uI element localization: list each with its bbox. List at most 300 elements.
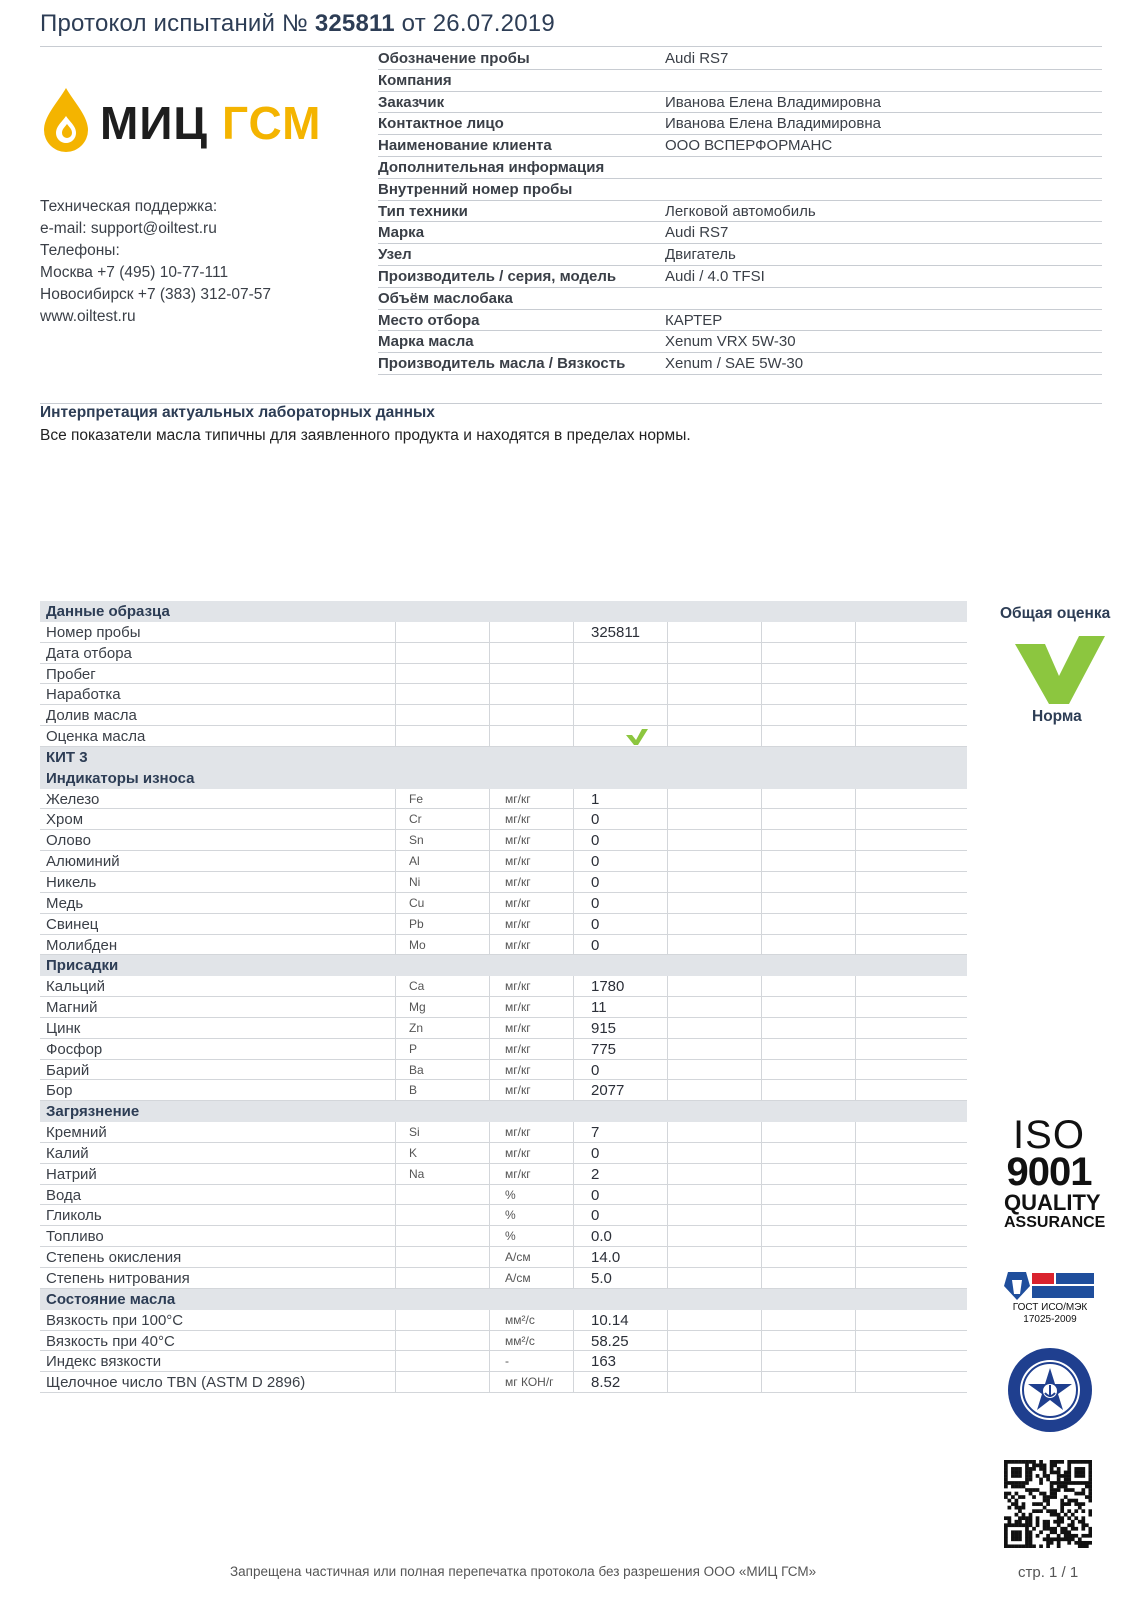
element-symbol: Fe bbox=[409, 791, 424, 806]
cell-divider bbox=[667, 1310, 668, 1330]
result-row bbox=[40, 1039, 967, 1060]
result-row bbox=[40, 1372, 967, 1393]
result-row bbox=[40, 1310, 967, 1331]
title-prefix: Протокол испытаний № bbox=[40, 10, 308, 37]
footer-disclaimer: Запрещена частичная или полная перепечатка протокола без разрешения ООО «МИЦ ГСМ» bbox=[230, 1564, 817, 1579]
protocol-number: 325811 bbox=[314, 10, 395, 37]
cell-divider bbox=[573, 976, 574, 996]
cell-divider bbox=[761, 726, 762, 746]
cell-divider bbox=[667, 1039, 668, 1059]
company-logo bbox=[40, 86, 340, 158]
cell-divider bbox=[489, 1018, 490, 1038]
cell-divider bbox=[395, 997, 396, 1017]
info-value: Двигатель bbox=[665, 246, 736, 264]
ros-expertiza-logo-icon bbox=[1004, 1270, 1096, 1302]
cell-divider bbox=[489, 789, 490, 809]
section-title: Загрязнение bbox=[46, 1103, 140, 1121]
cell-divider bbox=[489, 830, 490, 850]
cell-divider bbox=[667, 1205, 668, 1225]
element-symbol: Ca bbox=[409, 979, 425, 994]
unit: - bbox=[505, 1354, 509, 1369]
cell-divider bbox=[667, 1080, 668, 1100]
cell-divider bbox=[489, 872, 490, 892]
cell-divider bbox=[855, 1372, 856, 1392]
cell-divider bbox=[489, 1185, 490, 1205]
cell-divider bbox=[573, 1310, 574, 1330]
result-value: 163 bbox=[591, 1353, 617, 1371]
unit: мг/кг bbox=[505, 1062, 531, 1077]
result-value: 0 bbox=[591, 1207, 600, 1225]
element-symbol: Ba bbox=[409, 1062, 424, 1077]
cell-divider bbox=[667, 1268, 668, 1288]
parameter-name: Молибден bbox=[46, 936, 118, 954]
section-header-row bbox=[40, 747, 967, 768]
cell-divider bbox=[573, 893, 574, 913]
iso-number: 9001 bbox=[1006, 1150, 1092, 1194]
info-key: Тип техники bbox=[378, 202, 468, 220]
parameter-name: Щелочное число TBN (ASTM D 2896) bbox=[46, 1374, 306, 1392]
parameter-name: Индекс вязкости bbox=[46, 1353, 162, 1371]
cell-divider bbox=[855, 1310, 856, 1330]
info-value: Audi RS7 bbox=[665, 50, 729, 67]
cell-divider bbox=[761, 1164, 762, 1184]
cell-divider bbox=[855, 851, 856, 871]
element-symbol: Sn bbox=[409, 833, 424, 848]
cell-divider bbox=[489, 1039, 490, 1059]
parameter-name: Вязкость при 40°C bbox=[46, 1332, 175, 1350]
parameter-name: Натрий bbox=[46, 1165, 97, 1183]
interpretation-title: Интерпретация актуальных лабораторных данных bbox=[40, 404, 435, 421]
unit: мм²/с bbox=[505, 1312, 535, 1327]
result-row bbox=[40, 1268, 967, 1289]
element-symbol: Si bbox=[409, 1125, 420, 1140]
cell-divider bbox=[573, 830, 574, 850]
cell-divider bbox=[855, 789, 856, 809]
result-row bbox=[40, 705, 967, 726]
info-row bbox=[378, 266, 1102, 288]
iso-text: ISO bbox=[1013, 1113, 1085, 1157]
cell-divider bbox=[761, 976, 762, 996]
result-row bbox=[40, 684, 967, 705]
result-value: 11 bbox=[591, 999, 607, 1017]
unit: % bbox=[505, 1187, 516, 1202]
result-row bbox=[40, 643, 967, 664]
result-value: 0 bbox=[591, 1186, 600, 1204]
cell-divider bbox=[573, 809, 574, 829]
cell-divider bbox=[395, 851, 396, 871]
section-title: Присадки bbox=[46, 957, 119, 975]
cell-divider bbox=[395, 1351, 396, 1371]
cell-divider bbox=[395, 643, 396, 663]
cell-divider bbox=[761, 684, 762, 704]
cell-divider bbox=[667, 684, 668, 704]
cell-divider bbox=[761, 997, 762, 1017]
parameter-name: Хром bbox=[46, 811, 84, 829]
result-value: 915 bbox=[591, 1019, 617, 1037]
logo-text-part1: МИЦ bbox=[100, 97, 208, 149]
result-row bbox=[40, 872, 967, 893]
info-row bbox=[378, 353, 1102, 375]
info-row bbox=[378, 92, 1102, 114]
cell-divider bbox=[667, 705, 668, 725]
cell-divider bbox=[573, 1018, 574, 1038]
cell-divider bbox=[573, 1080, 574, 1100]
parameter-name: Вязкость при 100°C bbox=[46, 1311, 184, 1329]
cell-divider bbox=[667, 1351, 668, 1371]
unit: мг/кг bbox=[505, 1166, 531, 1181]
unit: % bbox=[505, 1208, 516, 1223]
parameter-name: Железо bbox=[46, 790, 100, 808]
unit: мг/кг bbox=[505, 1145, 531, 1160]
cell-divider bbox=[573, 1205, 574, 1225]
info-row bbox=[378, 157, 1102, 179]
cell-divider bbox=[761, 1226, 762, 1246]
cell-divider bbox=[667, 1018, 668, 1038]
cell-divider bbox=[667, 1247, 668, 1267]
cell-divider bbox=[489, 1122, 490, 1142]
result-value: 2 bbox=[591, 1165, 600, 1183]
info-row bbox=[378, 135, 1102, 157]
info-key: Компания bbox=[378, 71, 452, 89]
result-row bbox=[40, 893, 967, 914]
cell-divider bbox=[761, 1205, 762, 1225]
unit: мг/кг bbox=[505, 1125, 531, 1140]
result-row bbox=[40, 830, 967, 851]
unit: мг/кг bbox=[505, 1083, 531, 1098]
cell-divider bbox=[761, 1060, 762, 1080]
info-row bbox=[378, 113, 1102, 135]
cell-divider bbox=[395, 1268, 396, 1288]
cell-divider bbox=[489, 726, 490, 746]
contact-line: Телефоны: bbox=[40, 242, 120, 259]
unit: мг/кг bbox=[505, 979, 531, 994]
cell-divider bbox=[855, 1331, 856, 1351]
cell-divider bbox=[573, 1060, 574, 1080]
cell-divider bbox=[855, 809, 856, 829]
ros-expertiza-badge bbox=[1004, 1270, 1096, 1326]
parameter-name: Бор bbox=[46, 1082, 73, 1100]
cell-divider bbox=[573, 643, 574, 663]
result-row bbox=[40, 1205, 967, 1226]
parameter-name: Топливо bbox=[46, 1228, 104, 1246]
cell-divider bbox=[761, 914, 762, 934]
cell-divider bbox=[489, 1268, 490, 1288]
element-symbol: K bbox=[409, 1145, 418, 1160]
cell-divider bbox=[395, 1226, 396, 1246]
cell-divider bbox=[855, 1205, 856, 1225]
cell-divider bbox=[761, 1351, 762, 1371]
info-row bbox=[378, 70, 1102, 92]
cell-divider bbox=[489, 664, 490, 684]
unit: мм²/с bbox=[505, 1333, 535, 1348]
cell-divider bbox=[855, 622, 856, 642]
unit: мг/кг bbox=[505, 937, 531, 952]
cell-divider bbox=[667, 664, 668, 684]
result-value: 0 bbox=[591, 894, 600, 912]
contact-line: www.oiltest.ru bbox=[40, 308, 136, 325]
cell-divider bbox=[667, 872, 668, 892]
cell-divider bbox=[489, 809, 490, 829]
result-row bbox=[40, 726, 967, 747]
parameter-name: Никель bbox=[46, 873, 97, 891]
cell-divider bbox=[489, 1372, 490, 1392]
unit: мг/кг bbox=[505, 874, 531, 889]
result-value: 0.0 bbox=[591, 1228, 612, 1246]
section-title: КИТ 3 bbox=[46, 748, 88, 766]
result-value: 8.52 bbox=[591, 1374, 621, 1392]
cell-divider bbox=[395, 935, 396, 955]
parameter-name: Оценка масла bbox=[46, 728, 146, 746]
contact-line: Техническая поддержка: bbox=[40, 198, 218, 215]
info-value: Иванова Елена Владимировна bbox=[665, 93, 881, 111]
unit: мг/кг bbox=[505, 812, 531, 827]
element-symbol: Na bbox=[409, 1166, 425, 1181]
element-symbol: Mg bbox=[409, 1000, 426, 1015]
sample-info-table bbox=[378, 48, 1102, 375]
info-value: Audi RS7 bbox=[665, 224, 729, 242]
unit: A/см bbox=[505, 1271, 531, 1285]
unit: мг/кг bbox=[505, 1041, 531, 1056]
section-title: Данные образца bbox=[46, 603, 170, 620]
parameter-name: Цинк bbox=[46, 1019, 81, 1037]
parameter-name: Вода bbox=[46, 1186, 82, 1204]
unit: % bbox=[505, 1229, 516, 1244]
cell-divider bbox=[667, 726, 668, 746]
parameter-name: Дата отбора bbox=[46, 644, 132, 662]
cell-divider bbox=[667, 1122, 668, 1142]
unit: мг/кг bbox=[505, 833, 531, 848]
cell-divider bbox=[667, 1164, 668, 1184]
cell-divider bbox=[395, 705, 396, 725]
lab-results-table bbox=[40, 601, 967, 1393]
cell-divider bbox=[855, 1164, 856, 1184]
info-key: Заказчик bbox=[378, 93, 445, 111]
cell-divider bbox=[855, 643, 856, 663]
cell-divider bbox=[395, 1080, 396, 1100]
cell-divider bbox=[573, 872, 574, 892]
cell-divider bbox=[667, 622, 668, 642]
result-value: 0 bbox=[591, 936, 600, 954]
parameter-name: Медь bbox=[46, 894, 84, 912]
cell-divider bbox=[489, 997, 490, 1017]
cell-divider bbox=[761, 1018, 762, 1038]
section-header-row bbox=[40, 768, 967, 789]
protocol-title bbox=[40, 10, 555, 38]
cell-divider bbox=[573, 1185, 574, 1205]
page-number: стр. 1 / 1 bbox=[1018, 1564, 1079, 1581]
parameter-name: Барий bbox=[46, 1061, 90, 1079]
section-title: Состояние масла bbox=[46, 1290, 176, 1308]
cell-divider bbox=[489, 1331, 490, 1351]
section-title: Индикаторы износа bbox=[46, 769, 195, 787]
cell-divider bbox=[761, 1268, 762, 1288]
cell-divider bbox=[855, 1122, 856, 1142]
cell-divider bbox=[761, 705, 762, 725]
info-key: Место отбора bbox=[378, 311, 480, 329]
cell-divider bbox=[855, 1185, 856, 1205]
cell-divider bbox=[667, 851, 668, 871]
result-value: 5.0 bbox=[591, 1270, 612, 1287]
result-value: 10.14 bbox=[591, 1311, 629, 1329]
cell-divider bbox=[489, 893, 490, 913]
cell-divider bbox=[667, 893, 668, 913]
cell-divider bbox=[761, 1122, 762, 1142]
element-symbol: Cu bbox=[409, 895, 425, 910]
title-divider bbox=[40, 46, 1102, 47]
result-row bbox=[40, 1143, 967, 1164]
cell-divider bbox=[761, 1331, 762, 1351]
cell-divider bbox=[667, 997, 668, 1017]
result-row bbox=[40, 1164, 967, 1185]
cell-divider bbox=[573, 789, 574, 809]
unit: мг/кг bbox=[505, 916, 531, 931]
cell-divider bbox=[855, 1268, 856, 1288]
cell-divider bbox=[395, 1205, 396, 1225]
cell-divider bbox=[573, 684, 574, 704]
element-symbol: Pb bbox=[409, 916, 424, 931]
cell-divider bbox=[489, 976, 490, 996]
element-symbol: Cr bbox=[409, 812, 422, 827]
cell-divider bbox=[761, 809, 762, 829]
info-key: Дополнительная информация bbox=[378, 158, 605, 176]
info-value: Xenum / SAE 5W-30 bbox=[665, 355, 804, 373]
cell-divider bbox=[395, 1164, 396, 1184]
unit: мг/кг bbox=[505, 895, 531, 910]
parameter-name: Наработка bbox=[46, 686, 121, 704]
oil-drop-icon bbox=[40, 86, 92, 154]
result-value: 0 bbox=[591, 853, 600, 871]
info-value: Иванова Елена Владимировна bbox=[665, 115, 881, 133]
parameter-name: Калий bbox=[46, 1144, 89, 1162]
cell-divider bbox=[395, 1018, 396, 1038]
cell-divider bbox=[761, 789, 762, 809]
cell-divider bbox=[395, 1247, 396, 1267]
cell-divider bbox=[573, 705, 574, 725]
cell-divider bbox=[395, 1060, 396, 1080]
overall-grade-title: Общая оценка bbox=[1000, 605, 1111, 622]
unit: мг КОН/г bbox=[505, 1375, 554, 1390]
contacts-block bbox=[40, 196, 271, 328]
parameter-name: Номер пробы bbox=[46, 623, 141, 641]
element-symbol: B bbox=[409, 1083, 418, 1098]
parameter-name: Пробег bbox=[46, 665, 96, 683]
info-row bbox=[378, 179, 1102, 201]
cell-divider bbox=[395, 1372, 396, 1392]
cell-divider bbox=[855, 935, 856, 955]
parameter-name: Свинец bbox=[46, 915, 99, 933]
qr-code-icon bbox=[1004, 1460, 1092, 1548]
cell-divider bbox=[855, 893, 856, 913]
result-value: 0 bbox=[591, 1144, 600, 1162]
parameter-name: Кальций bbox=[46, 978, 105, 996]
result-value: 1 bbox=[591, 790, 600, 808]
cell-divider bbox=[395, 1310, 396, 1330]
element-symbol: Mo bbox=[409, 937, 426, 952]
cell-divider bbox=[395, 976, 396, 996]
logo-text bbox=[100, 96, 321, 150]
info-key: Внутренний номер пробы bbox=[378, 180, 573, 198]
unit: мг/кг bbox=[505, 1020, 531, 1035]
cell-divider bbox=[855, 914, 856, 934]
cell-divider bbox=[667, 1331, 668, 1351]
result-row bbox=[40, 997, 967, 1018]
cell-divider bbox=[855, 1247, 856, 1267]
section-header-row bbox=[40, 601, 967, 622]
cell-divider bbox=[761, 1080, 762, 1100]
result-value: 775 bbox=[591, 1040, 617, 1058]
info-value: КАРТЕР bbox=[665, 311, 723, 329]
cell-divider bbox=[761, 851, 762, 871]
cell-divider bbox=[489, 643, 490, 663]
info-key: Контактное лицо bbox=[378, 115, 504, 133]
result-value: 0 bbox=[591, 811, 600, 829]
cell-divider bbox=[855, 1018, 856, 1038]
result-value: 0 bbox=[591, 832, 600, 850]
cell-divider bbox=[489, 705, 490, 725]
cell-divider bbox=[855, 872, 856, 892]
overall-grade-value: Норма bbox=[1032, 708, 1082, 725]
iso-quality: QUALITY bbox=[1004, 1190, 1101, 1215]
unit: мг/кг bbox=[505, 854, 531, 869]
oil-ok-check-icon bbox=[626, 729, 648, 745]
element-symbol: Ni bbox=[409, 874, 421, 889]
result-value: 0 bbox=[591, 1061, 600, 1079]
unit: мг/кг bbox=[505, 791, 531, 806]
interpretation-text: Все показатели масла типичны для заявленного продукта и находятся в пределах нормы. bbox=[40, 427, 691, 444]
cell-divider bbox=[667, 643, 668, 663]
cell-divider bbox=[761, 622, 762, 642]
result-value: 1780 bbox=[591, 978, 625, 996]
info-value: Xenum VRX 5W-30 bbox=[665, 333, 796, 351]
result-row bbox=[40, 1351, 967, 1372]
cell-divider bbox=[395, 1039, 396, 1059]
maritime-register-seal-icon bbox=[1006, 1346, 1094, 1434]
ros-standard-line2: 17025-2009 bbox=[1023, 1314, 1077, 1325]
cell-divider bbox=[761, 872, 762, 892]
parameter-name: Фосфор bbox=[46, 1040, 103, 1058]
cell-divider bbox=[395, 809, 396, 829]
iso-9001-badge bbox=[1004, 1113, 1106, 1232]
info-row bbox=[378, 222, 1102, 244]
cell-divider bbox=[395, 622, 396, 642]
result-row bbox=[40, 1226, 967, 1247]
cell-divider bbox=[489, 684, 490, 704]
parameter-name: Гликоль bbox=[46, 1207, 102, 1225]
info-key: Производитель / серия, модель bbox=[378, 267, 617, 285]
parameter-name: Кремний bbox=[46, 1124, 107, 1142]
cell-divider bbox=[855, 705, 856, 725]
cell-divider bbox=[573, 1268, 574, 1288]
result-value: 7 bbox=[591, 1124, 600, 1142]
cell-divider bbox=[573, 1122, 574, 1142]
cell-divider bbox=[855, 830, 856, 850]
result-row bbox=[40, 622, 967, 643]
info-row bbox=[378, 48, 1102, 70]
info-value: ООО ВСПЕРФОРМАНС bbox=[665, 137, 833, 155]
logo-text-part2: ГСМ bbox=[221, 97, 322, 149]
info-key: Марка масла bbox=[378, 333, 474, 351]
cell-divider bbox=[855, 1226, 856, 1246]
cell-divider bbox=[573, 997, 574, 1017]
cell-divider bbox=[667, 935, 668, 955]
info-row bbox=[378, 201, 1102, 223]
cell-divider bbox=[573, 1351, 574, 1371]
cell-divider bbox=[855, 1143, 856, 1163]
element-symbol: Al bbox=[409, 854, 420, 869]
cell-divider bbox=[573, 1039, 574, 1059]
parameter-name: Долив масла bbox=[46, 707, 137, 725]
cell-divider bbox=[855, 726, 856, 746]
